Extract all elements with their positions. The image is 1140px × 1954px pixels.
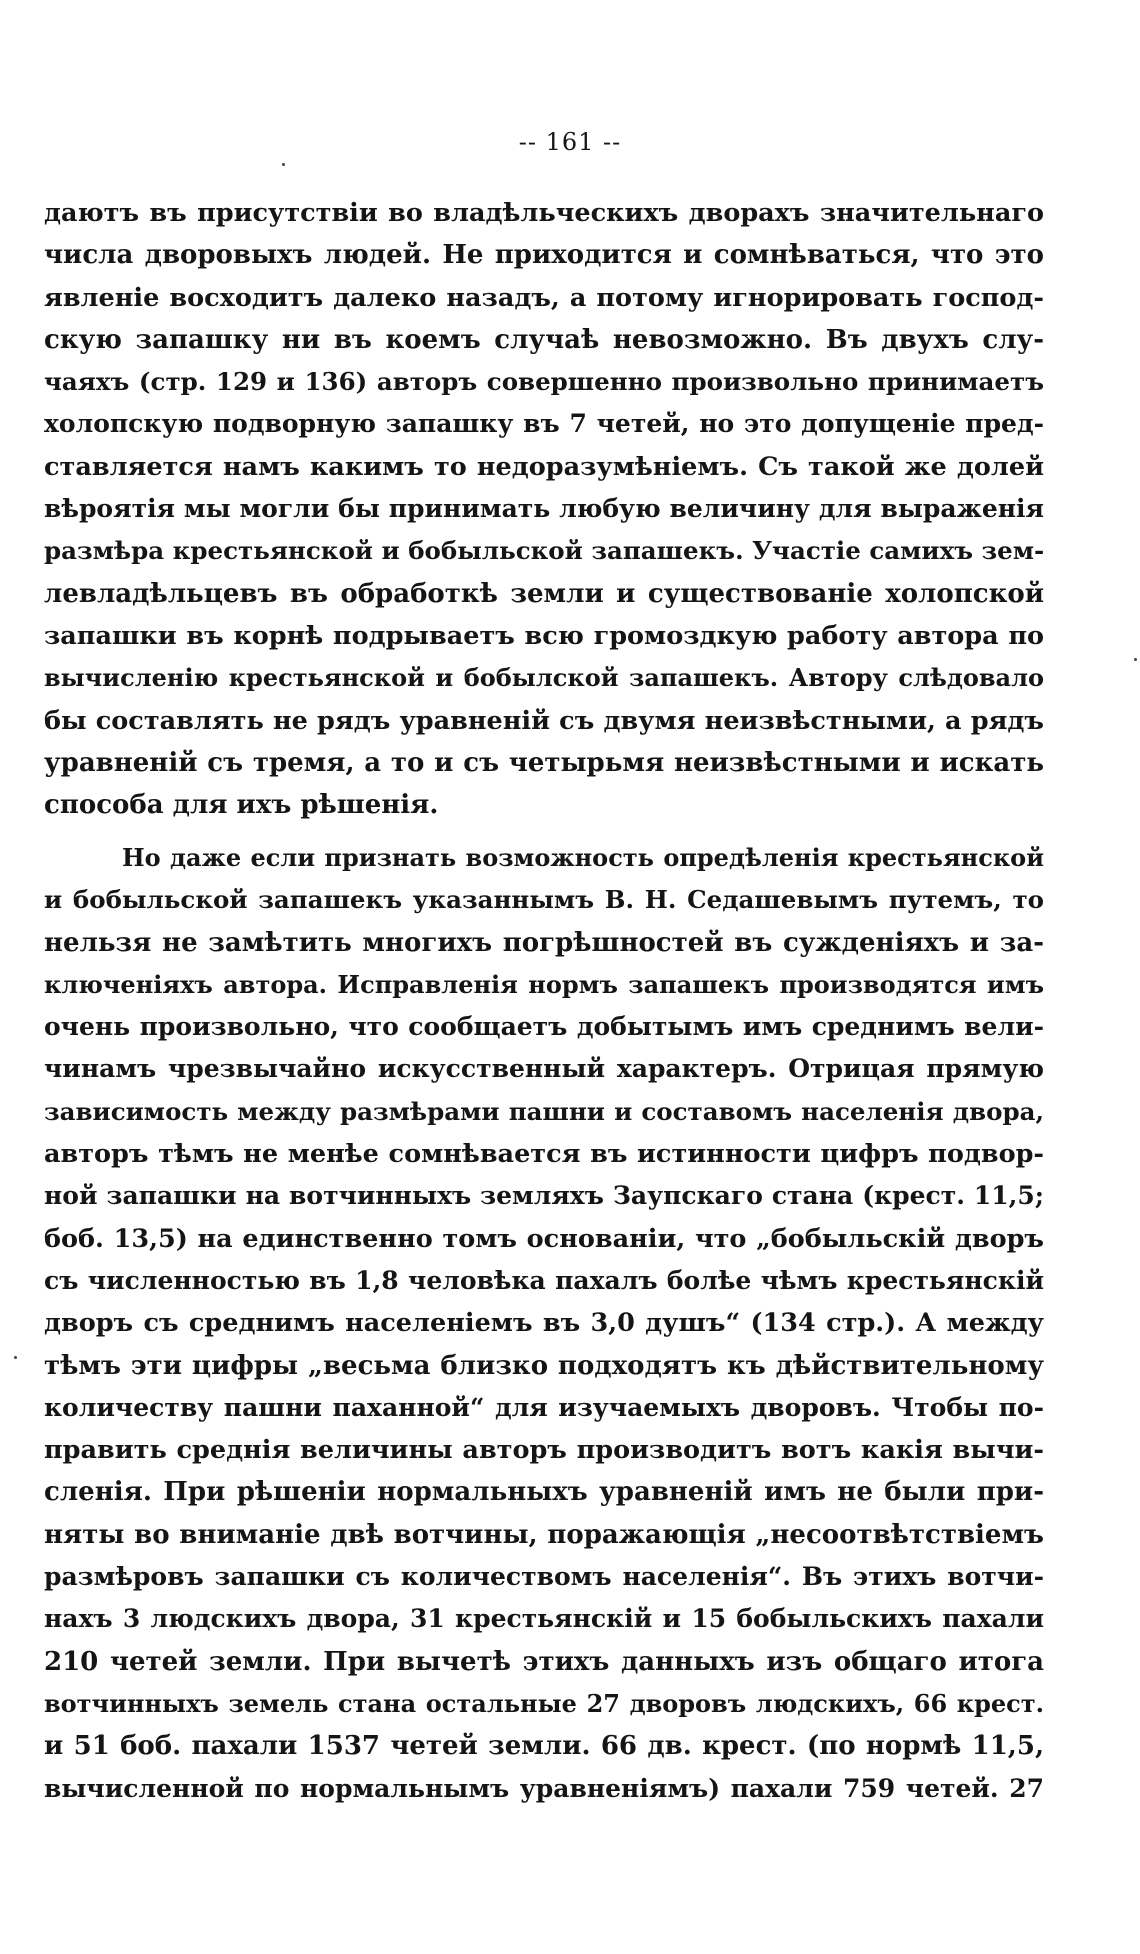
text-line: вотчинныхъ земель стана остальные 27 дворовъ людскихъ, 66 крест. <box>44 1688 1044 1718</box>
text-line: и 51 боб. пахали 1537 четей земли. 66 дв. крест. (по нормѣ 11,5, <box>44 1731 1044 1762</box>
text-line: способа для ихъ рѣшенія. <box>44 790 439 821</box>
text-line: левладѣльцевъ въ обработкѣ земли и существованіе холопской <box>44 578 1044 609</box>
text-line: дворъ съ среднимъ населеніемъ въ 3,0 душъ“ (134 стр.). А между <box>44 1308 1044 1339</box>
text-line: вѣроятія мы могли бы принимать любую величину для выраженія <box>44 494 1044 524</box>
text-line: Но даже если признать возможность опредѣленія крестьянской <box>122 843 1044 872</box>
print-speck <box>1134 658 1137 661</box>
text-line: вычисленной по нормальнымъ уравненіямъ) пахали 759 четей. 27 <box>44 1773 1044 1803</box>
text-line: чаяхъ (стр. 129 и 136) авторъ совершенно произвольно принимаетъ <box>44 367 1044 397</box>
text-line: вычисленію крестьянской и бобылской запашекъ. Автору слѣдовало <box>44 663 1044 693</box>
text-line: количеству пашни паханной“ для изучаемыхъ дворовъ. Чтобы по- <box>44 1392 1044 1422</box>
text-line: чинамъ чрезвычайно искусственный характеръ. Отрицая прямую <box>44 1054 1044 1084</box>
text-line: скую запашку ни въ коемъ случаѣ невозможно. Въ двухъ слу- <box>44 324 1044 355</box>
print-speck <box>14 1356 17 1359</box>
text-line: сленія. При рѣшеніи нормальныхъ уравненій имъ не были при- <box>44 1477 1044 1508</box>
text-line: нельзя не замѣтить многихъ погрѣшностей въ сужденіяхъ и за- <box>44 927 1044 958</box>
text-line: даютъ въ присутствіи во владѣльческихъ дворахъ значительнаго <box>44 198 1044 228</box>
text-line: править среднія величины авторъ производитъ вотъ какія вычи- <box>44 1435 1044 1466</box>
text-line: съ численностью въ 1,8 человѣка пахалъ болѣе чѣмъ крестьянскій <box>44 1265 1044 1295</box>
text-line: уравненій съ тремя, а то и съ четырьмя неизвѣстными и искать <box>44 747 1044 778</box>
text-line: тѣмъ эти цифры „весьма близко подходятъ къ дѣйствительному <box>44 1350 1044 1381</box>
print-speck <box>282 163 285 166</box>
text-line: нахъ 3 людскихъ двора, 31 крестьянскій и 15 бобыльскихъ пахали <box>44 1604 1044 1634</box>
text-line: боб. 13,5) на единственно томъ основаніи, что „бобыльскій дворъ <box>44 1223 1044 1254</box>
page-number: -- 161 -- <box>518 128 622 156</box>
text-line: и бобыльской запашекъ указаннымъ В. Н. Седашевымъ путемъ, то <box>44 885 1044 915</box>
text-line: няты во вниманіе двѣ вотчины, поражающія „несоотвѣтствіемъ <box>44 1519 1044 1550</box>
paragraph-1 <box>44 192 1044 826</box>
text-line: явленіе восходитъ далеко назадъ, а потому игнорировать господ- <box>44 282 1044 313</box>
text-line: холопскую подворную запашку въ 7 четей, но это допущеніе пред- <box>44 409 1044 439</box>
text-line: зависимость между размѣрами пашни и составомъ населенія двора, <box>44 1096 1044 1126</box>
text-line: бы составлять не рядъ уравненій съ двумя неизвѣстными, а рядъ <box>44 705 1044 736</box>
text-line: ной запашки на вотчинныхъ земляхъ Заупскаго стана (крест. 11,5; <box>44 1181 1044 1211</box>
text-line: числа дворовыхъ людей. Не приходится и сомнѣваться, что это <box>44 240 1044 271</box>
text-line: 210 четей земли. При вычетѣ этихъ данныхъ изъ общаго итога <box>44 1646 1044 1677</box>
text-line: ключеніяхъ автора. Исправленія нормъ запашекъ производятся имъ <box>44 969 1044 999</box>
text-line: размѣровъ запашки съ количествомъ населенія“. Въ этихъ вотчи- <box>44 1562 1044 1592</box>
text-line: ставляется намъ какимъ то недоразумѣніемъ. Съ такой же долей <box>44 451 1044 482</box>
text-line: авторъ тѣмъ не менѣе сомнѣвается въ истинности цифръ подвор- <box>44 1139 1044 1170</box>
text-line: размѣра крестьянской и бобыльской запашекъ. Участіе самихъ зем- <box>44 536 1045 566</box>
paragraph-2 <box>44 837 1044 1810</box>
text-line: очень произвольно, что сообщаетъ добытымъ имъ среднимъ вели- <box>44 1012 1044 1042</box>
text-line: запашки въ корнѣ подрываетъ всю громоздкую работу автора по <box>44 620 1044 651</box>
